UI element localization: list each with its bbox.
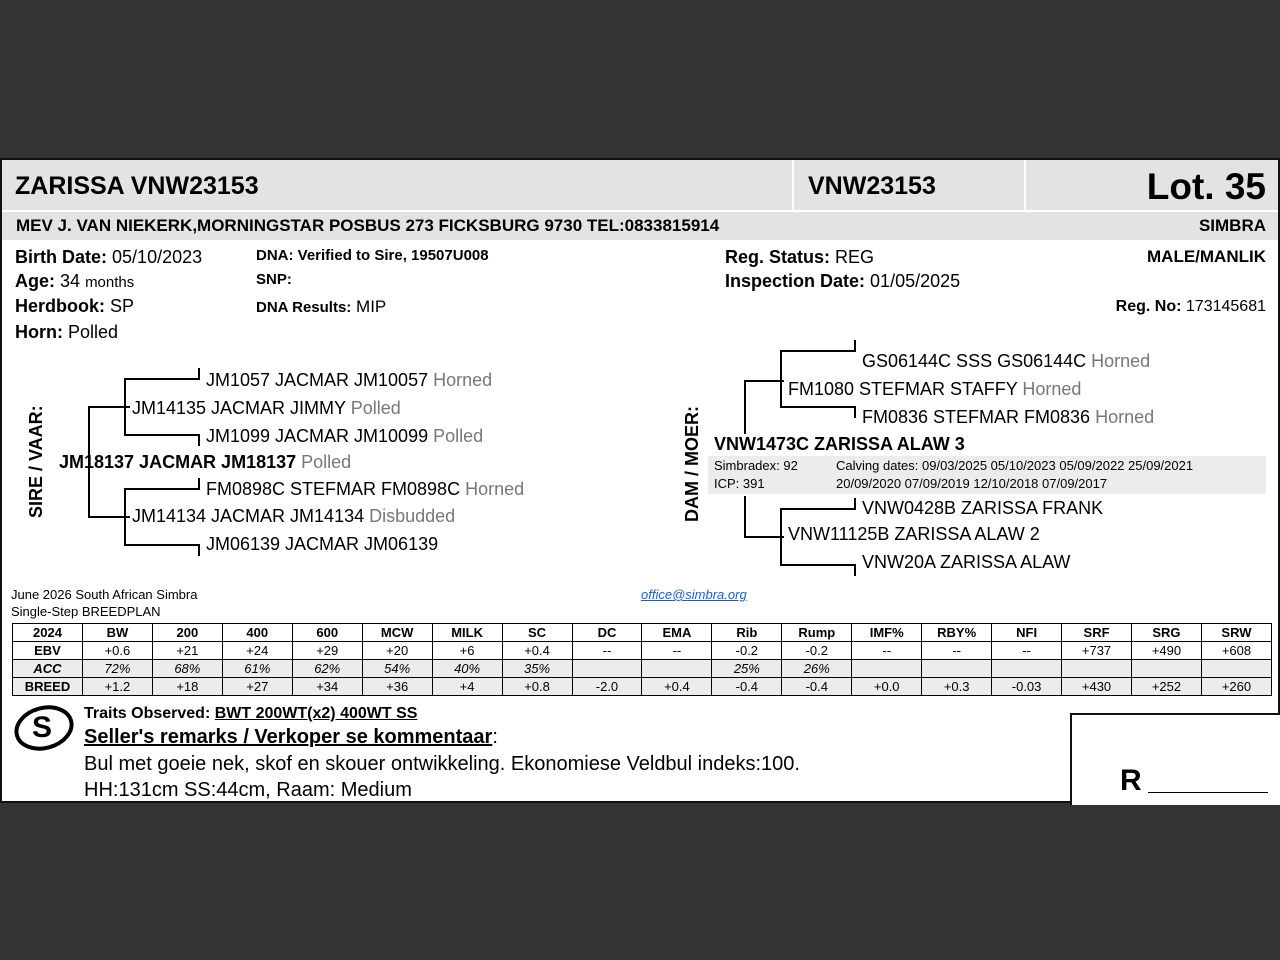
dna-info: DNA: Verified to Sire, 19507U008 <box>256 247 489 264</box>
inspection-value: 01/05/2025 <box>870 271 961 291</box>
traits-label: Traits Observed: <box>84 705 211 722</box>
ebv-cell: +1.2 <box>82 678 152 696</box>
ebv-cell: +36 <box>362 678 432 696</box>
reg-status-value: REG <box>835 247 875 267</box>
sire-sire <box>132 398 401 419</box>
lot-card <box>0 158 1280 803</box>
ebv-header-cell: BW <box>82 624 152 642</box>
remarks-colon: : <box>492 726 498 748</box>
ebv-cell: +737 <box>1062 642 1132 660</box>
owner-line: MEV J. VAN NIEKERK,MORNINGSTAR POSBUS 273 FICKSBURG 9730 TEL:0833815914 <box>16 216 720 235</box>
ebv-cell: 26% <box>782 660 852 678</box>
ped-line <box>854 498 856 510</box>
svg-text:S: S <box>32 711 53 744</box>
dam-sire <box>788 379 1081 400</box>
ped-line <box>744 496 746 538</box>
ebv-cell: +0.4 <box>502 642 572 660</box>
ebv-cell: -- <box>852 642 922 660</box>
sire-dam-dam: JM06139 JACMAR JM06139 <box>206 534 439 554</box>
ebv-cell: 35% <box>502 660 572 678</box>
calving-dates-cont: 20/09/2020 07/09/2019 12/10/2018 07/09/2017 <box>836 476 1108 491</box>
ebv-cell: +260 <box>1201 678 1271 696</box>
pedigree-name: JM14135 JACMAR JIMMY <box>132 398 346 418</box>
ebv-cell: -0.2 <box>712 642 782 660</box>
pedigree-name: GS06144C SSS GS06144C <box>862 351 1087 371</box>
ebv-cell: -- <box>642 642 712 660</box>
herdbook-value: SP <box>110 296 135 316</box>
ebv-header-cell: IMF% <box>852 624 922 642</box>
ebv-header-cell: SRF <box>1062 624 1132 642</box>
ebv-cell: +0.3 <box>922 678 992 696</box>
age-unit: months <box>85 274 135 291</box>
age-value: 34 <box>60 271 81 291</box>
ebv-cell: 72% <box>82 660 152 678</box>
traits-value: BWT 200WT(x2) 400WT SS <box>214 705 418 722</box>
dam-dam-dam: VNW20A ZARISSA ALAW <box>862 552 1071 572</box>
birth-date <box>15 247 202 268</box>
ebv-cell: -0.4 <box>712 678 782 696</box>
ped-line <box>854 406 856 418</box>
ebv-cell: +21 <box>152 642 222 660</box>
ped-line <box>780 508 856 510</box>
ebv-cell <box>922 660 992 678</box>
ebv-cell: -- <box>922 642 992 660</box>
inspection-date <box>725 271 960 292</box>
icp: ICP: 391 <box>714 476 765 491</box>
ped-line <box>124 488 126 546</box>
ped-line <box>854 564 856 576</box>
ped-line <box>780 350 782 408</box>
ebv-header-cell: DC <box>572 624 642 642</box>
ebv-cell: -0.2 <box>782 642 852 660</box>
price-prefix: R <box>1120 764 1142 797</box>
remarks-line-2: HH:131cm SS:44cm, Raam: Medium <box>84 779 412 801</box>
ebv-header-cell: RBY% <box>922 624 992 642</box>
animal-id: VNW23153 <box>808 172 936 200</box>
ebv-cell: +0.4 <box>642 678 712 696</box>
horn-status: Horned <box>1022 379 1082 399</box>
pedigree-name: JM1057 JACMAR JM10057 <box>206 370 429 390</box>
ped-line <box>854 340 856 352</box>
horn-status: Polled <box>350 398 401 418</box>
ebv-cell: +430 <box>1062 678 1132 696</box>
lot-number: Lot. 35 <box>1146 166 1266 207</box>
herdbook-label: Herdbook: <box>15 296 105 316</box>
birth-date-value: 05/10/2023 <box>112 247 203 267</box>
ebv-header-cell: MCW <box>362 624 432 642</box>
animal-name: ZARISSA VNW23153 <box>15 172 259 200</box>
inspection-label: Inspection Date: <box>725 271 866 291</box>
ebv-cell <box>992 660 1062 678</box>
ebv-cell: +608 <box>1201 642 1271 660</box>
ebv-header-cell: Rib <box>712 624 782 642</box>
sire-sire-sire <box>206 370 492 391</box>
ebv-cell: 25% <box>712 660 782 678</box>
ebv-cell: -0.03 <box>992 678 1062 696</box>
dna-results <box>256 297 386 317</box>
horn-status: Horned <box>433 370 493 390</box>
ped-line <box>198 544 200 556</box>
ped-line <box>124 544 200 546</box>
ebv-cell: +24 <box>222 642 292 660</box>
remarks-heading <box>84 726 498 749</box>
ebv-header-cell: SC <box>502 624 572 642</box>
breedplan-subtitle: Single-Step BREEDPLAN <box>11 604 161 619</box>
ebv-cell: +0.6 <box>82 642 152 660</box>
reg-status-label: Reg. Status: <box>725 247 831 267</box>
ebv-cell <box>642 660 712 678</box>
ebv-header-cell: SRW <box>1201 624 1271 642</box>
herdbook <box>15 296 134 317</box>
divider <box>792 160 794 210</box>
ebv-header-cell: Rump <box>782 624 852 642</box>
dam-animal: VNW1473C ZARISSA ALAW 3 <box>714 434 965 454</box>
ebv-header-row <box>13 624 1272 642</box>
ebv-header-cell: EMA <box>642 624 712 642</box>
sire-side-label: SIRE / VAAR: <box>26 405 46 518</box>
ebv-row-label: EBV <box>13 642 83 660</box>
ebv-cell: 68% <box>152 660 222 678</box>
ebv-cell: +0.0 <box>852 678 922 696</box>
reg-status <box>725 247 874 268</box>
ped-line <box>198 478 200 490</box>
remarks-label: Seller's remarks / Verkoper se kommentaar <box>84 726 493 748</box>
age <box>15 271 134 292</box>
ebv-cell: -0.4 <box>782 678 852 696</box>
pedigree-name: JM14134 JACMAR JM14134 <box>132 506 365 526</box>
horn-status: Horned <box>1095 407 1155 427</box>
ebv-cell: +0.8 <box>502 678 572 696</box>
dam-dam-sire: VNW0428B ZARISSA FRANK <box>862 498 1104 518</box>
pedigree-name: JM18137 JACMAR JM18137 <box>59 452 297 472</box>
dam-side-label: DAM / MOER: <box>682 406 702 522</box>
ebv-cell: +6 <box>432 642 502 660</box>
ebv-cell: 62% <box>292 660 362 678</box>
ebv-cell <box>572 660 642 678</box>
ped-line <box>124 434 200 436</box>
ebv-cell: +27 <box>222 678 292 696</box>
ebv-header-cell: 2024 <box>13 624 83 642</box>
ped-line <box>744 380 784 382</box>
ebv-header-cell: MILK <box>432 624 502 642</box>
remarks-line-1: Bul met goeie nek, skof en skouer ontwikkeling. Ekonomiese Veldbul indeks:100. <box>84 753 800 775</box>
horn-status: Disbudded <box>369 506 456 526</box>
ebv-header-cell: 600 <box>292 624 362 642</box>
ebv-header-cell: 400 <box>222 624 292 642</box>
ebv-cell: +29 <box>292 642 362 660</box>
pedigree-name: FM1080 STEFMAR STAFFY <box>788 379 1018 399</box>
ped-line <box>124 488 200 490</box>
dna-results-value: MIP <box>356 297 387 316</box>
ebv-cell: +4 <box>432 678 502 696</box>
email-link[interactable]: office@simbra.org <box>641 587 747 602</box>
horn-status: Horned <box>465 479 525 499</box>
snp-label: SNP: <box>256 271 292 288</box>
ped-line <box>780 406 856 408</box>
birth-date-label: Birth Date: <box>15 247 108 267</box>
ebv-cell: +18 <box>152 678 222 696</box>
reg-no-value: 173145681 <box>1185 298 1266 315</box>
ped-line <box>124 378 126 436</box>
ped-line <box>780 350 856 352</box>
breed-label: SIMBRA <box>1198 216 1266 235</box>
dna-results-label: DNA Results: <box>256 299 352 316</box>
ebv-cell: +252 <box>1132 678 1202 696</box>
sire-dam-sire <box>206 479 524 500</box>
traits-observed <box>84 705 417 723</box>
ped-line <box>744 380 746 434</box>
ebv-row-ebv <box>13 642 1272 660</box>
ebv-cell: 61% <box>222 660 292 678</box>
horn-status: Polled <box>433 426 484 446</box>
horn-label: Horn: <box>15 322 63 342</box>
ebv-header-cell: SRG <box>1132 624 1202 642</box>
ped-line <box>780 508 782 566</box>
ebv-cell: +20 <box>362 642 432 660</box>
ebv-cell: 40% <box>432 660 502 678</box>
breedplan-title: June 2026 South African Simbra <box>11 587 198 602</box>
horn-status: Polled <box>301 452 352 472</box>
ebv-row-label: ACC <box>13 660 83 678</box>
reg-no <box>1116 298 1266 316</box>
horn <box>15 322 118 343</box>
ebv-header-cell: NFI <box>992 624 1062 642</box>
ebv-cell <box>1201 660 1271 678</box>
pedigree-name: FM0836 STEFMAR FM0836 <box>862 407 1091 427</box>
ebv-cell <box>1132 660 1202 678</box>
sire-sire-dam <box>206 426 483 447</box>
ebv-cell: +34 <box>292 678 362 696</box>
ebv-cell: -- <box>572 642 642 660</box>
ped-line <box>780 564 856 566</box>
ebv-row-acc <box>13 660 1272 678</box>
simbra-logo-icon <box>12 700 78 752</box>
sex-label: MALE/MANLIK <box>1147 247 1266 266</box>
sire-animal <box>59 452 351 473</box>
dam-dam: VNW11125B ZARISSA ALAW 2 <box>788 524 1040 544</box>
ebv-cell: -2.0 <box>572 678 642 696</box>
ebv-cell <box>1062 660 1132 678</box>
ebv-cell: 54% <box>362 660 432 678</box>
sire-dam <box>132 506 455 527</box>
ebv-table <box>12 623 1272 696</box>
horn-value: Polled <box>68 322 119 342</box>
ebv-cell: +490 <box>1132 642 1202 660</box>
pedigree-name: FM0898C STEFMAR FM0898C <box>206 479 461 499</box>
divider <box>1024 160 1026 210</box>
ped-line <box>744 536 784 538</box>
ebv-row-label: BREED <box>13 678 83 696</box>
reg-no-label: Reg. No: <box>1115 298 1182 315</box>
simbradex: Simbradex: 92 <box>714 458 798 473</box>
ebv-header-cell: 200 <box>152 624 222 642</box>
ped-line <box>198 434 200 446</box>
horn-status: Horned <box>1091 351 1151 371</box>
dam-sire-dam <box>862 407 1154 428</box>
ebv-row-breed <box>13 678 1272 696</box>
ped-line <box>124 378 200 380</box>
age-label: Age: <box>15 271 55 291</box>
pedigree-name: JM1099 JACMAR JM10099 <box>206 426 429 446</box>
ebv-cell <box>852 660 922 678</box>
ebv-cell: -- <box>992 642 1062 660</box>
calving-dates: Calving dates: 09/03/2025 05/10/2023 05/09/2022 25/09/2021 <box>836 458 1194 473</box>
dam-sire-sire <box>862 351 1150 372</box>
ped-line <box>198 368 200 380</box>
price-entry-line[interactable] <box>1148 792 1268 793</box>
